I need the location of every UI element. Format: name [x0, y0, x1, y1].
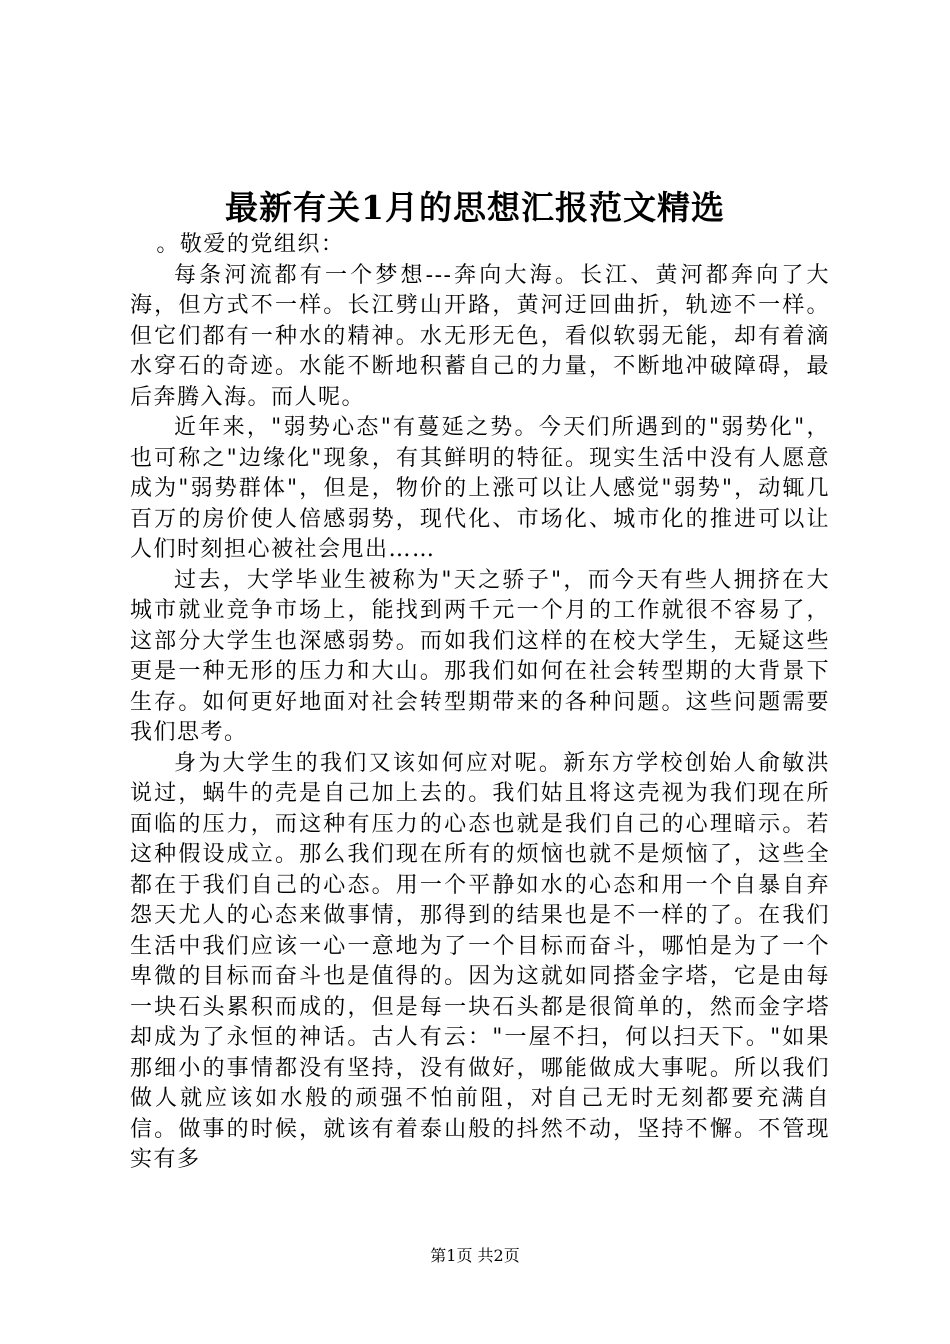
- paragraph-2: 近年来，"弱势心态"有蔓延之势。今天们所遇到的"弱势化"，也可称之"边缘化"现象，有其鲜明的特征。现实生活中没有人愿意成为"弱势群体"，但是，物价的上涨可以让人感觉"弱势"，动辄几百万的房价使人倍感弱势，现代化、市场化、城市化的推进可以让人们时刻担心被社会甩出……: [130, 415, 830, 562]
- document-title: 最新有关1月的思想汇报范文精选: [225, 188, 725, 227]
- paragraph-1: 每条河流都有一个梦想---奔向大海。长江、黄河都奔向了大海，但方式不一样。长江劈山开路，黄河迂回曲折，轨迹不一样。但它们都有一种水的精神。水无形无色，看似软弱无能，却有着滴水穿石的奇迹。水能不断地积蓄自己的力量，不断地冲破障碍，最后奔腾入海。而人呢。: [130, 262, 830, 410]
- salutation: 。敬爱的党组织：: [156, 232, 345, 257]
- paragraph-3: 过去，大学毕业生被称为"天之骄子"，而今天有些人拥挤在大城市就业竞争市场上，能找到两千元一个月的工作就很不容易了，这部分大学生也深感弱势。而如我们这样的在校大学生，无疑这些更是一种无形的压力和大山。那我们如何在社会转型期的大背景下生存。如何更好地面对社会转型期带来的各种问题。这些问题需要我们思考。: [130, 567, 830, 745]
- document-body: [130, 230, 830, 1176]
- paragraph-4: 身为大学生的我们又该如何应对呢。新东方学校创始人俞敏洪说过，蜗牛的壳是自己加上去的。我们姑且将这壳视为我们现在所面临的压力，而这种有压力的心态也就是我们自己的心理暗示。若这种假设成立。那么我们现在所有的烦恼也就不是烦恼了，这些全都在于我们自己的心态。用一个平静如水的心态和用一个自暴自弃怨天尤人的心态来做事情，那得到的结果也是不一样的了。在我们生活中我们应该一心一意地为了一个目标而奋斗，哪怕是为了一个卑微的目标而奋斗也是值得的。因为这就如同搭金字塔，它是由每一块石头累积而成的，但是每一块石头都是很简单的，然而金字塔却成为了永恒的神话。古人有云："一屋不扫，何以扫天下。"如果那细小的事情都没有坚持，没有做好，哪能做成大事呢。所以我们做人就应该如水般的顽强不怕前阻，对自己无时无刻都要充满自信。做事的时候，就该有着泰山般的抖然不动，坚持不懈。不管现实有多: [130, 750, 830, 1172]
- page-number-footer: 第1页 共2页: [430, 1246, 520, 1265]
